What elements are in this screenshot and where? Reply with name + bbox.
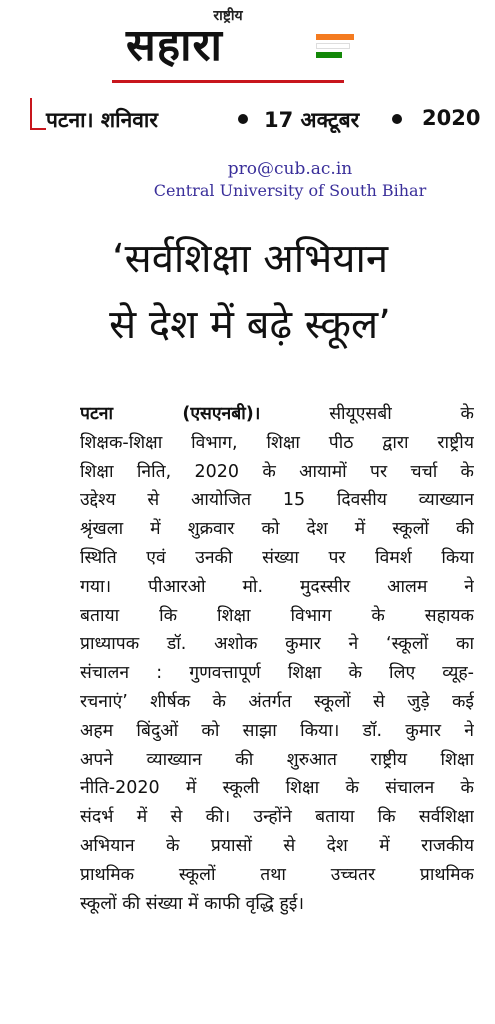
article-line: संचालन : गुणवत्तापूर्ण शिक्षा के लिए व्यूह-: [80, 663, 474, 684]
masthead-subtitle: राष्ट्रीय: [213, 8, 243, 24]
tricolor-flag-icon: [316, 34, 356, 64]
article-line: [80, 400, 474, 429]
article-line: अभियान के प्रयासों से देश में राजकीय: [80, 835, 474, 856]
article-line: रचनाएं’ शीर्षक के अंतर्गत स्कूलों से जुड़े कई: [80, 691, 474, 712]
source-email: pro@cub.ac.in: [227, 159, 353, 179]
dateline-year: 2020: [422, 106, 481, 130]
headline: [30, 226, 470, 358]
bullet-dot-icon: [238, 114, 248, 124]
source-block: [110, 158, 470, 202]
article-line: प्राथमिक स्कूलों तथा उच्चतर प्राथमिक: [80, 864, 474, 885]
article-line: प्राध्यापक डॉ. अशोक कुमार ने ‘स्कूलों का: [80, 634, 474, 655]
article-line: संदर्भ में से की। उन्होंने बताया कि सर्वशिक्षा: [80, 807, 474, 828]
source-university: Central University of South Bihar: [153, 181, 427, 200]
article-line: बताया कि शिक्षा विभाग के सहायक: [80, 605, 474, 626]
dateline-date: 17 अक्टूबर: [264, 108, 360, 132]
dateline: [34, 100, 481, 136]
article-line: नीति-2020 में स्कूली शिक्षा के संचालन के: [80, 778, 474, 799]
masthead-title: सहारा: [126, 20, 223, 71]
bullet-dot-icon: [392, 114, 402, 124]
article-line: अहम बिंदुओं को साझा किया। डॉ. कुमार ने: [80, 720, 474, 741]
masthead: [0, 0, 495, 92]
article-line: स्थिति एवं उनकी संख्या पर विमर्श किया: [80, 547, 474, 568]
article-line-text: सीयूएसबी के: [260, 404, 474, 424]
headline-line: ‘सर्वशिक्षा अभियान: [111, 236, 389, 282]
article-line: उद्देश्य से आयोजित 15 दिवसीय व्याख्यान: [80, 490, 474, 511]
article-lead: पटना (एसएनबी)।: [80, 404, 261, 424]
article-body: [80, 400, 474, 918]
article-line: स्कूलों की संख्या में काफी वृद्धि हुई।: [80, 893, 304, 914]
headline-line: से देश में बढ़े स्कूल’: [109, 302, 391, 348]
masthead-underline: [112, 80, 344, 83]
article-line: शिक्षक-शिक्षा विभाग, शिक्षा पीठ द्वारा राष्ट्रीय: [80, 432, 474, 453]
article-line: शिक्षा निति, 2020 के आयामों पर चर्चा के: [80, 461, 474, 482]
article-line: अपने व्याख्यान की शुरुआत राष्ट्रीय शिक्षा: [80, 749, 474, 770]
article-line: गया। पीआरओ मो. मुदस्सीर आलम ने: [80, 576, 474, 597]
article-line: श्रृंखला में शुक्रवार को देश में स्कूलों की: [80, 519, 474, 540]
dateline-city-day: पटना। शनिवार: [46, 108, 158, 132]
